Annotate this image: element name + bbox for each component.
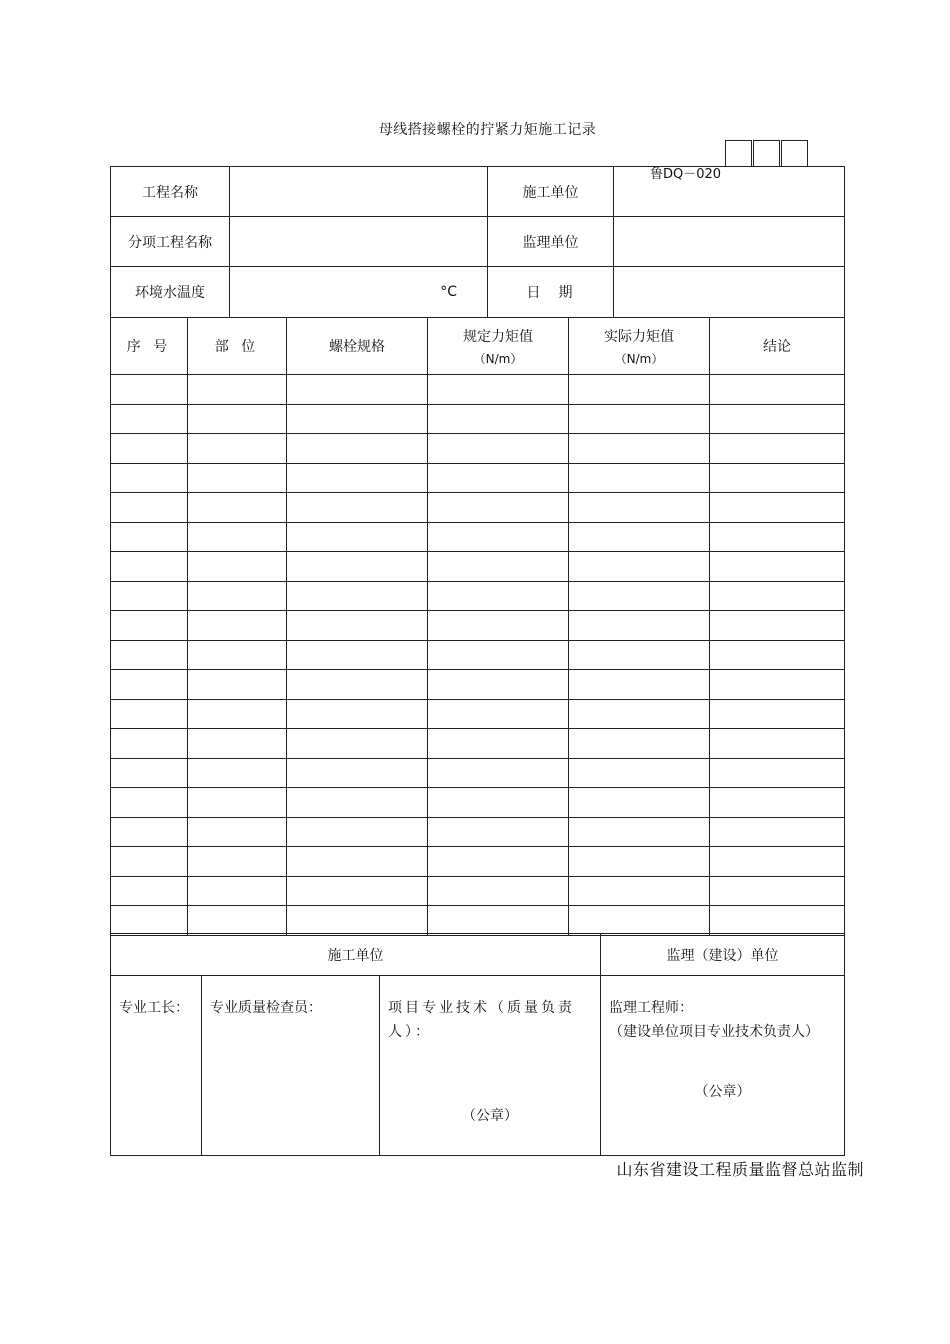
cell-position[interactable] xyxy=(188,670,287,700)
supervisor-label: 监理单位 xyxy=(488,217,614,267)
cell-seq[interactable] xyxy=(111,463,188,493)
cell-conclusion[interactable] xyxy=(710,375,845,405)
cell-position[interactable] xyxy=(188,493,287,523)
cell-position[interactable] xyxy=(188,581,287,611)
cell-seq[interactable] xyxy=(111,788,188,818)
cell-position[interactable] xyxy=(188,434,287,464)
torque-record-table xyxy=(110,317,845,936)
subproject-label: 分项工程名称 xyxy=(111,217,230,267)
supervisor-field[interactable] xyxy=(614,217,845,267)
cell-specified-torque[interactable] xyxy=(428,404,569,434)
header-info-table xyxy=(110,166,845,318)
col-header-bolt-spec: 螺栓规格 xyxy=(287,318,428,375)
cell-position[interactable] xyxy=(188,729,287,759)
cell-actual-torque[interactable] xyxy=(569,404,710,434)
cell-specified-torque[interactable] xyxy=(428,670,569,700)
form-number-box-2[interactable] xyxy=(753,140,780,166)
cell-specified-torque[interactable] xyxy=(428,522,569,552)
table-row xyxy=(111,758,845,788)
cell-conclusion[interactable] xyxy=(710,699,845,729)
cell-position[interactable] xyxy=(188,847,287,877)
col-header-specified-torque xyxy=(428,318,569,375)
cell-actual-torque[interactable] xyxy=(569,699,710,729)
col-header-position: 部 位 xyxy=(188,318,287,375)
cell-seq[interactable] xyxy=(111,493,188,523)
cell-seq[interactable] xyxy=(111,906,188,936)
cell-seq[interactable] xyxy=(111,817,188,847)
actual-torque-unit: （N/m） xyxy=(614,351,664,366)
cell-conclusion[interactable] xyxy=(710,640,845,670)
table-row xyxy=(111,375,845,405)
cell-actual-torque[interactable] xyxy=(569,552,710,582)
cell-conclusion[interactable] xyxy=(710,404,845,434)
tech-lead-seal: （公章） xyxy=(462,1108,518,1124)
cell-actual-torque[interactable] xyxy=(569,434,710,464)
table-row xyxy=(111,699,845,729)
signoff-table xyxy=(110,933,845,1156)
cell-seq[interactable] xyxy=(111,581,188,611)
cell-position[interactable] xyxy=(188,817,287,847)
env-temp-label: 环境水温度 xyxy=(111,267,230,318)
project-name-label: 工程名称 xyxy=(111,167,230,217)
signoff-contractor-heading: 施工单位 xyxy=(111,934,601,976)
cell-specified-torque[interactable] xyxy=(428,640,569,670)
cell-conclusion[interactable] xyxy=(710,522,845,552)
foreman-label: 专业工长： xyxy=(119,1000,189,1016)
cell-seq[interactable] xyxy=(111,552,188,582)
cell-position[interactable] xyxy=(188,788,287,818)
cell-seq[interactable] xyxy=(111,847,188,877)
cell-position[interactable] xyxy=(188,404,287,434)
cell-actual-torque[interactable] xyxy=(569,463,710,493)
cell-bolt-spec[interactable] xyxy=(287,434,428,464)
cell-actual-torque[interactable] xyxy=(569,670,710,700)
tech-lead-label: 项目专业技术（质量负责人）： xyxy=(388,1000,575,1040)
temp-unit: °C xyxy=(440,284,457,300)
cell-seq[interactable] xyxy=(111,729,188,759)
cell-position[interactable] xyxy=(188,375,287,405)
cell-bolt-spec[interactable] xyxy=(287,493,428,523)
cell-actual-torque[interactable] xyxy=(569,375,710,405)
cell-bolt-spec[interactable] xyxy=(287,375,428,405)
form-title: 母线搭接螺栓的拧紧力矩施工记录 xyxy=(378,122,597,138)
cell-bolt-spec[interactable] xyxy=(287,758,428,788)
cell-conclusion[interactable] xyxy=(710,876,845,906)
col-header-seq: 序 号 xyxy=(111,318,188,375)
cell-conclusion[interactable] xyxy=(710,817,845,847)
table-row xyxy=(111,817,845,847)
cell-bolt-spec[interactable] xyxy=(287,463,428,493)
specified-torque-label: 规定力矩值 xyxy=(463,328,533,345)
form-code: 鲁DQ－020 xyxy=(650,167,722,182)
env-temp-field[interactable] xyxy=(230,267,488,318)
cell-bolt-spec[interactable] xyxy=(287,817,428,847)
cell-seq[interactable] xyxy=(111,611,188,641)
cell-seq[interactable] xyxy=(111,434,188,464)
cell-actual-torque[interactable] xyxy=(569,876,710,906)
cell-position[interactable] xyxy=(188,758,287,788)
cell-actual-torque[interactable] xyxy=(569,522,710,552)
contractor-field[interactable] xyxy=(614,167,845,217)
cell-seq[interactable] xyxy=(111,758,188,788)
cell-actual-torque[interactable] xyxy=(569,788,710,818)
form-number-box-3[interactable] xyxy=(781,140,808,166)
cell-position[interactable] xyxy=(188,522,287,552)
footer-issuer: 山东省建设工程质量监督总站监制 xyxy=(616,1160,864,1179)
cell-specified-torque[interactable] xyxy=(428,847,569,877)
cell-bolt-spec[interactable] xyxy=(287,552,428,582)
supervising-engineer-note: （建设单位项目专业技术负责人） xyxy=(609,1024,819,1040)
cell-specified-torque[interactable] xyxy=(428,788,569,818)
table-row xyxy=(111,876,845,906)
date-field[interactable] xyxy=(614,267,845,318)
cell-position[interactable] xyxy=(188,906,287,936)
cell-seq[interactable] xyxy=(111,699,188,729)
cell-specified-torque[interactable] xyxy=(428,729,569,759)
contractor-label: 施工单位 xyxy=(488,167,614,217)
cell-actual-torque[interactable] xyxy=(569,758,710,788)
cell-specified-torque[interactable] xyxy=(428,552,569,582)
cell-conclusion[interactable] xyxy=(710,434,845,464)
cell-position[interactable] xyxy=(188,552,287,582)
cell-actual-torque[interactable] xyxy=(569,611,710,641)
cell-specified-torque[interactable] xyxy=(428,699,569,729)
cell-bolt-spec[interactable] xyxy=(287,847,428,877)
cell-conclusion[interactable] xyxy=(710,906,845,936)
qc-inspector-label: 专业质量检查员： xyxy=(210,1000,322,1016)
cell-specified-torque[interactable] xyxy=(428,611,569,641)
cell-bolt-spec[interactable] xyxy=(287,670,428,700)
specified-torque-unit: （N/m） xyxy=(473,351,523,366)
cell-seq[interactable] xyxy=(111,670,188,700)
foreman-signature-cell[interactable] xyxy=(111,976,202,1156)
table-row xyxy=(111,729,845,759)
cell-actual-torque[interactable] xyxy=(569,847,710,877)
cell-bolt-spec[interactable] xyxy=(287,699,428,729)
table-row xyxy=(111,581,845,611)
cell-conclusion[interactable] xyxy=(710,670,845,700)
cell-conclusion[interactable] xyxy=(710,847,845,877)
cell-specified-torque[interactable] xyxy=(428,581,569,611)
cell-seq[interactable] xyxy=(111,876,188,906)
cell-position[interactable] xyxy=(188,876,287,906)
cell-specified-torque[interactable] xyxy=(428,463,569,493)
cell-actual-torque[interactable] xyxy=(569,581,710,611)
cell-bolt-spec[interactable] xyxy=(287,404,428,434)
cell-bolt-spec[interactable] xyxy=(287,788,428,818)
cell-position[interactable] xyxy=(188,463,287,493)
table-row xyxy=(111,434,845,464)
qc-inspector-signature-cell[interactable] xyxy=(202,976,380,1156)
cell-specified-torque[interactable] xyxy=(428,375,569,405)
project-name-field[interactable] xyxy=(230,167,488,217)
cell-specified-torque[interactable] xyxy=(428,906,569,936)
table-row xyxy=(111,670,845,700)
cell-conclusion[interactable] xyxy=(710,463,845,493)
cell-conclusion[interactable] xyxy=(710,611,845,641)
date-label: 日 期 xyxy=(488,267,614,318)
tech-lead-signature-cell[interactable] xyxy=(380,976,601,1156)
cell-conclusion[interactable] xyxy=(710,788,845,818)
cell-conclusion[interactable] xyxy=(710,729,845,759)
cell-specified-torque[interactable] xyxy=(428,434,569,464)
table-row xyxy=(111,493,845,523)
table-row xyxy=(111,404,845,434)
table-row xyxy=(111,847,845,877)
table-row xyxy=(111,906,845,936)
cell-conclusion[interactable] xyxy=(710,581,845,611)
cell-bolt-spec[interactable] xyxy=(287,906,428,936)
cell-bolt-spec[interactable] xyxy=(287,640,428,670)
table-row xyxy=(111,463,845,493)
cell-specified-torque[interactable] xyxy=(428,817,569,847)
table-row xyxy=(111,552,845,582)
cell-specified-torque[interactable] xyxy=(428,876,569,906)
cell-bolt-spec[interactable] xyxy=(287,581,428,611)
table-row xyxy=(111,522,845,552)
cell-conclusion[interactable] xyxy=(710,552,845,582)
cell-bolt-spec[interactable] xyxy=(287,611,428,641)
cell-seq[interactable] xyxy=(111,375,188,405)
cell-specified-torque[interactable] xyxy=(428,493,569,523)
supervisor-seal: （公章） xyxy=(694,1084,751,1100)
table-row xyxy=(111,640,845,670)
supervising-engineer-label: 监理工程师： xyxy=(609,1000,693,1016)
form-number-box-1[interactable] xyxy=(725,140,752,166)
table-row xyxy=(111,611,845,641)
cell-conclusion[interactable] xyxy=(710,758,845,788)
cell-conclusion[interactable] xyxy=(710,493,845,523)
cell-position[interactable] xyxy=(188,640,287,670)
cell-actual-torque[interactable] xyxy=(569,906,710,936)
cell-actual-torque[interactable] xyxy=(569,640,710,670)
table-row xyxy=(111,788,845,818)
cell-position[interactable] xyxy=(188,699,287,729)
cell-position[interactable] xyxy=(188,611,287,641)
cell-actual-torque[interactable] xyxy=(569,493,710,523)
cell-actual-torque[interactable] xyxy=(569,817,710,847)
cell-bolt-spec[interactable] xyxy=(287,729,428,759)
cell-specified-torque[interactable] xyxy=(428,758,569,788)
cell-bolt-spec[interactable] xyxy=(287,876,428,906)
cell-seq[interactable] xyxy=(111,640,188,670)
supervising-engineer-signature-cell[interactable] xyxy=(601,976,845,1156)
col-header-conclusion: 结论 xyxy=(710,318,845,375)
cell-actual-torque[interactable] xyxy=(569,729,710,759)
cell-seq[interactable] xyxy=(111,404,188,434)
cell-seq[interactable] xyxy=(111,522,188,552)
subproject-field[interactable] xyxy=(230,217,488,267)
cell-bolt-spec[interactable] xyxy=(287,522,428,552)
actual-torque-label: 实际力矩值 xyxy=(604,328,674,345)
signoff-supervisor-heading: 监理（建设）单位 xyxy=(601,934,845,976)
col-header-actual-torque xyxy=(569,318,710,375)
